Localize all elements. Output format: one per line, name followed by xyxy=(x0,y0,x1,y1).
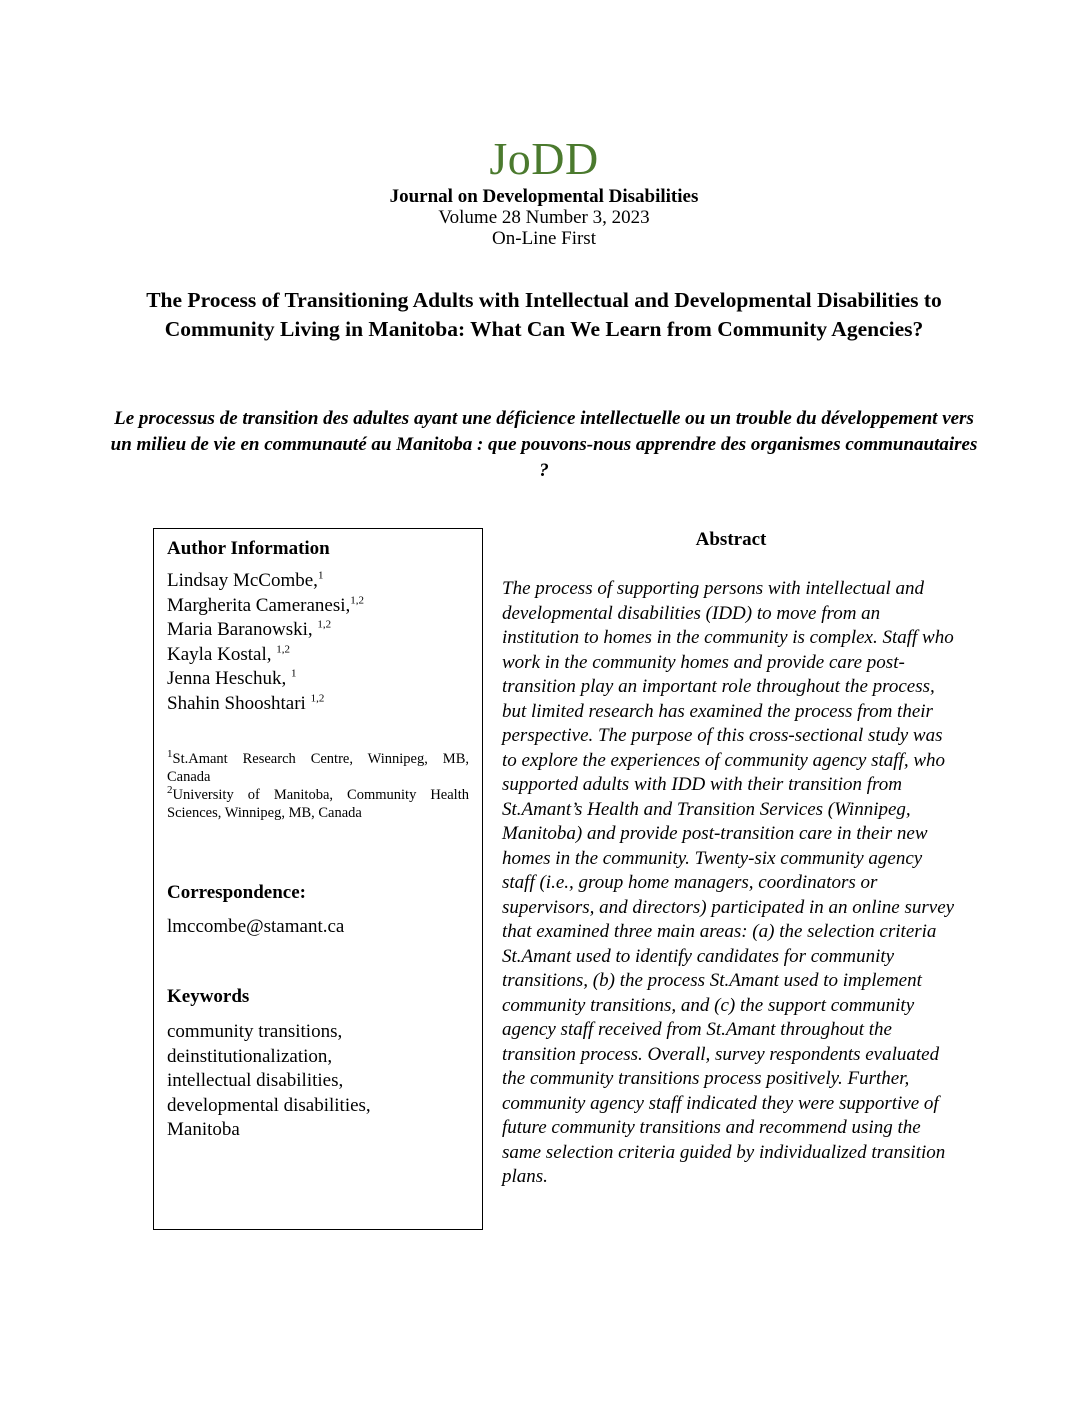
author-entry xyxy=(167,643,469,668)
keyword-item: community transitions, xyxy=(167,1021,343,1042)
author-information-heading: Author Information xyxy=(167,538,330,559)
author-information-box xyxy=(153,528,483,1230)
affiliation-number: 1 xyxy=(167,748,173,761)
author-name: Lindsay McCombe, xyxy=(167,570,318,591)
affiliation-list xyxy=(167,750,469,822)
keyword-list xyxy=(167,1020,469,1143)
author-affiliation-marker: 1 xyxy=(291,667,297,680)
french-title: Le processus de transition des adultes ayant une déficience intellectuelle ou un trouble du développement vers un milieu de vie en communauté au Manitoba : que pouvons-nous apprendre des organismes communautaires ? xyxy=(110,408,978,481)
affiliation-number: 2 xyxy=(167,784,173,797)
author-name: Kayla Kostal, xyxy=(167,643,277,665)
author-entry xyxy=(167,667,469,692)
author-affiliation-marker: 1 xyxy=(317,569,324,582)
affiliation-text: St.Amant Research Centre, Winnipeg, MB, Canada xyxy=(167,751,469,785)
keyword-item: intellectual disabilities, xyxy=(167,1070,344,1091)
journal-logo: JoDD xyxy=(489,133,599,184)
author-entry xyxy=(167,618,469,643)
author-name: Shahin Shooshtari xyxy=(167,692,311,714)
keywords-heading: Keywords xyxy=(167,986,250,1007)
abstract-text: The process of supporting persons with intellectual and developmental disabilities (IDD) to move from an institution to homes in the community is complex. Staff who work in the community homes and provide care post-transition play an important role throughout the process, but limited research has examined the process from their perspective. The purpose of this cross-sectional study was to explore the experiences of community agency staff, who supported adults with IDD with their transition from St.Amant’s Health and Transition Services (Winnipeg, Manitoba) and provide post-transition care in their new homes in the community. Twenty-six community agency staff (i.e., group home managers, coordinators or supervisors, and directors) participated in an online survey that examined three main areas: (a) the selection criteria St.Amant used to identify candidates for community transitions, (b) the process St.Amant used to implement community transitions, and (c) the support community agency staff received from St.Amant throughout the transition process. Overall, survey respondents evaluated the community transitions process positively. Further, community agency staff indicated they were supportive of future community transitions and recommend using the same selection criteria guided by individualized transition plans. xyxy=(502,578,955,1187)
author-entry xyxy=(167,594,469,619)
publication-status: On-Line First xyxy=(492,228,596,249)
author-affiliation-marker: 1,2 xyxy=(317,618,332,631)
volume-issue: Volume 28 Number 3, 2023 xyxy=(438,207,650,228)
keyword-item: developmental disabilities, xyxy=(167,1094,371,1116)
author-affiliation-marker: 1,2 xyxy=(310,692,325,705)
abstract-heading: Abstract xyxy=(695,529,767,550)
journal-name: Journal on Developmental Disabilities xyxy=(389,186,699,207)
affiliation-entry xyxy=(167,750,469,786)
correspondence-email: lmccombe@stamant.ca xyxy=(167,916,345,937)
author-affiliation-marker: 1,2 xyxy=(276,643,290,656)
article-title: The Process of Transitioning Adults with Intellectual and Developmental Disabilities to Community Living in Manitoba: What Can We Learn from Community Agencies? xyxy=(146,288,942,341)
affiliation-entry xyxy=(167,786,469,822)
author-entry xyxy=(167,569,469,594)
affiliation-text: University of Manitoba, Community Health Sciences, Winnipeg, MB, Canada xyxy=(167,787,469,821)
author-affiliation-marker: 1,2 xyxy=(350,594,364,607)
keyword-item: deinstitutionalization, xyxy=(167,1045,333,1067)
journal-masthead xyxy=(0,132,1088,249)
author-entry xyxy=(167,692,469,717)
author-name: Jenna Heschuk, xyxy=(167,668,291,689)
keyword-item: Manitoba xyxy=(167,1119,240,1140)
author-list xyxy=(167,569,469,716)
author-name: Margherita Cameranesi, xyxy=(167,594,351,616)
correspondence-heading: Correspondence: xyxy=(167,882,306,903)
author-name: Maria Baranowski, xyxy=(167,619,318,640)
